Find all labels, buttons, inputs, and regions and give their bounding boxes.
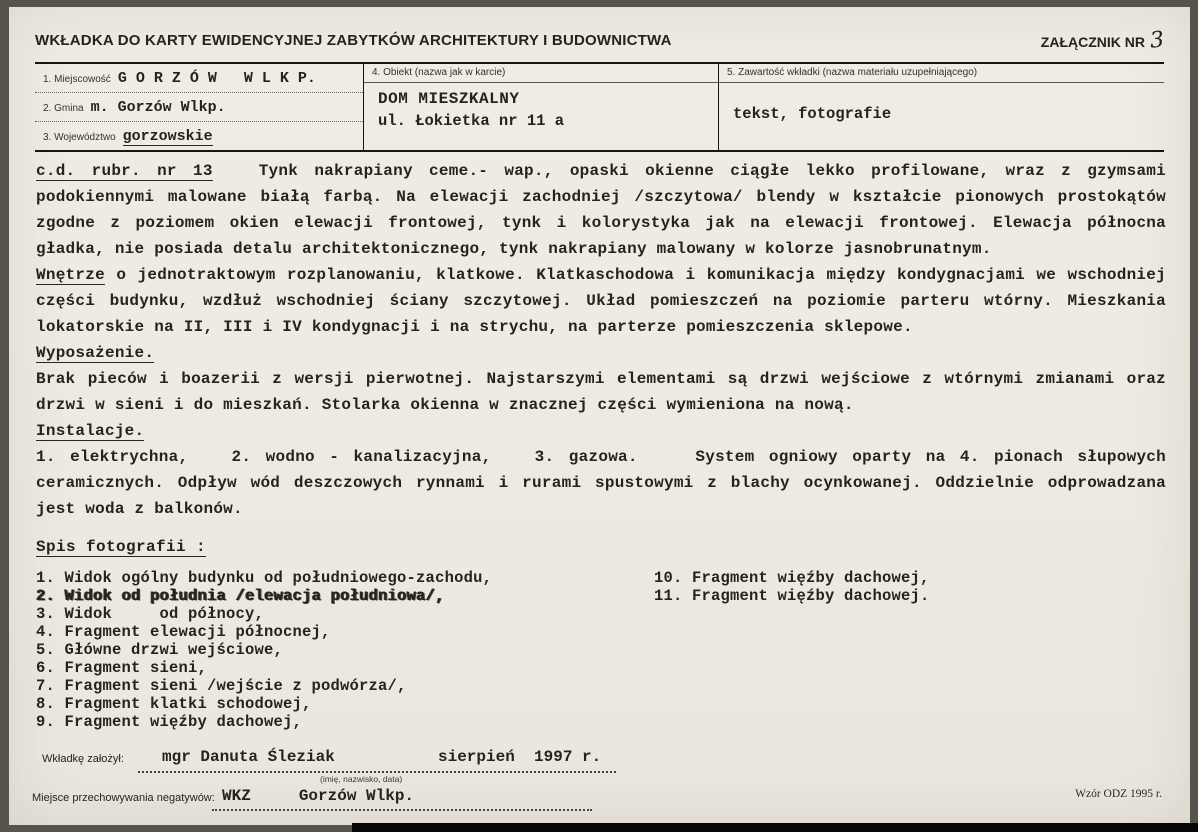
photo-list-item: 6. Fragment sieni, — [36, 659, 208, 677]
document-body — [36, 158, 1166, 731]
photo-list-left — [36, 569, 1166, 731]
photo-list-item: 10. Fragment więźby dachowej, — [654, 569, 930, 587]
wnetrze-heading: Wnętrze — [36, 266, 105, 284]
photo-list-item: 4. Fragment elewacji północnej, — [36, 623, 331, 641]
negatives-label: Miejsce przechowywania negatywów: — [32, 792, 215, 804]
wyposazenie-text: Brak pieców i boazerii z wersji pierwotnej. Najstarszymi elementami są drzwi wejściowe z wtórnymi zmianami oraz drzwi w sieni i do mieszkań. Stolarka okienna w znacznej części wymieniona na nową. — [36, 370, 1166, 414]
photo-list-section — [36, 569, 1166, 731]
field-miejscowosc-value: G O R Z Ó W W L K P. — [117, 70, 316, 87]
location-cell — [35, 64, 363, 150]
spis-heading-line — [36, 534, 1166, 560]
rubr13-paragraph — [36, 158, 1166, 262]
instalacje-heading-line — [36, 418, 1166, 444]
footer-founder-row — [42, 747, 1042, 785]
wnetrze-paragraph — [36, 262, 1166, 340]
field-wojewodztwo-label: 3. Województwo — [43, 132, 116, 143]
rubr13-heading: c.d. rubr. nr 13 — [36, 162, 213, 180]
wyposazenie-paragraph — [36, 366, 1166, 418]
contents-cell — [718, 64, 1164, 150]
document-header — [35, 21, 1164, 59]
field-obiekt-address: ul. Łokietka nr 11 a — [378, 112, 565, 130]
founder-caption: (imię, nazwisko, data) — [320, 774, 403, 784]
header-form-table — [35, 62, 1164, 152]
field-wojewodztwo-value: gorzowskie — [122, 128, 213, 145]
attachment-label — [1041, 28, 1164, 53]
field-obiekt-name: DOM MIESZKALNY — [378, 90, 520, 108]
photo-list-right — [654, 569, 930, 605]
instalacje-heading: Instalacje. — [36, 422, 145, 440]
photo-list-item: 1. Widok ogólny budynku od południowego-zachodu, — [36, 569, 493, 587]
founder-date: sierpień 1997 r. — [438, 748, 602, 766]
founder-label: Wkładkę założył: — [42, 753, 124, 765]
field-gmina — [35, 93, 363, 122]
wnetrze-text: o jednotraktowym rozplanowaniu, klatkowe. Klatkaschodowa i komunikacja między kondygnacjami we wschodniej części budynku, wzdłuż wschodniej ściany szczytowej. Układ pomieszczeń na poziomie parteru wtórny. Mieszkania lokatorskie na II, III i IV kondygnacji i na strychu, na parterze pomieszczenia sklepowe. — [36, 266, 1166, 336]
founder-dotted-line — [138, 771, 616, 773]
field-miejscowosc — [35, 64, 363, 93]
spis-fotografii-heading: Spis fotografii : — [36, 538, 207, 556]
document-title: WKŁADKA DO KARTY EWIDENCYJNEJ ZABYTKÓW ARCHITEKTURY I BUDOWNICTWA — [35, 31, 672, 49]
field-zawartosc-label: 5. Zawartość wkładki (nazwa materiału uzupełniającego) — [719, 64, 1164, 83]
footer-negatives-row — [32, 786, 732, 816]
attachment-text: ZAŁĄCZNIK NR — [1040, 33, 1145, 50]
document-paper — [9, 7, 1190, 825]
field-gmina-label: 2. Gmina — [43, 103, 84, 114]
scan-artifact-bar — [352, 823, 1198, 832]
photo-list-item: 5. Główne drzwi wejściowe, — [36, 641, 284, 659]
form-model-note: Wzór ODZ 1995 r. — [1075, 788, 1162, 800]
rubr13-text: Tynk nakrapiany ceme.- wap., opaski okienne ciągłe lekko profilowane, wraz z gzymsami podokiennymi malowane białą farbą. Na elewacji zachodniej /szczytowa/ blendy w kształcie pionowych prostokątów zgodne z poziomem okien elewacji frontowej, tynk i kolorystyka jak na elewacji frontowej. Elewacja północna gładka, nie posiada detalu architektonicznego, tynk nakrapiany malowany w kolorze jasnobrunatnym. — [36, 162, 1167, 258]
field-obiekt-label: 4. Obiekt (nazwa jak w karcie) — [364, 64, 718, 83]
photo-list-item: 9. Fragment więźby dachowej, — [36, 713, 303, 731]
field-gmina-value: m. Gorzów Wlkp. — [90, 99, 226, 116]
photo-list-item: 3. Widok od północy, — [36, 605, 265, 623]
attachment-number-handwritten: 3 — [1148, 26, 1166, 54]
wyposazenie-heading-line — [36, 340, 1166, 366]
photo-list-item: 8. Fragment klatki schodowej, — [36, 695, 312, 713]
instalacje-paragraph — [36, 444, 1166, 522]
field-zawartosc-value: tekst, fotografie — [733, 105, 892, 123]
wyposazenie-heading: Wyposażenie. — [36, 344, 155, 362]
negatives-dotted-line — [212, 809, 592, 811]
instalacje-text: 1. elektrychna, 2. wodno - kanalizacyjna, 3. gazowa. System ogniowy oparty na 4. pionach słupowych ceramicznych. Odpływ wód deszczowych rynnami i rurami spustowymi z blachy ocynkowanej. Oddzielnie odprowadzana jest woda z balkonów. — [36, 448, 1166, 518]
object-cell — [363, 64, 718, 150]
photo-list-item: 11. Fragment więźby dachowej. — [654, 587, 930, 605]
photo-list-item: 2. Widok od południa /elewacja południowa/, — [36, 587, 445, 605]
field-miejscowosc-label: 1. Miejscowość — [43, 74, 111, 85]
negatives-value: WKZ Gorzów Wlkp. — [222, 787, 415, 805]
photo-list-item: 7. Fragment sieni /wejście z podwórza/, — [36, 677, 407, 695]
field-wojewodztwo — [35, 122, 363, 151]
founder-name: mgr Danuta Śleziak — [162, 748, 335, 766]
